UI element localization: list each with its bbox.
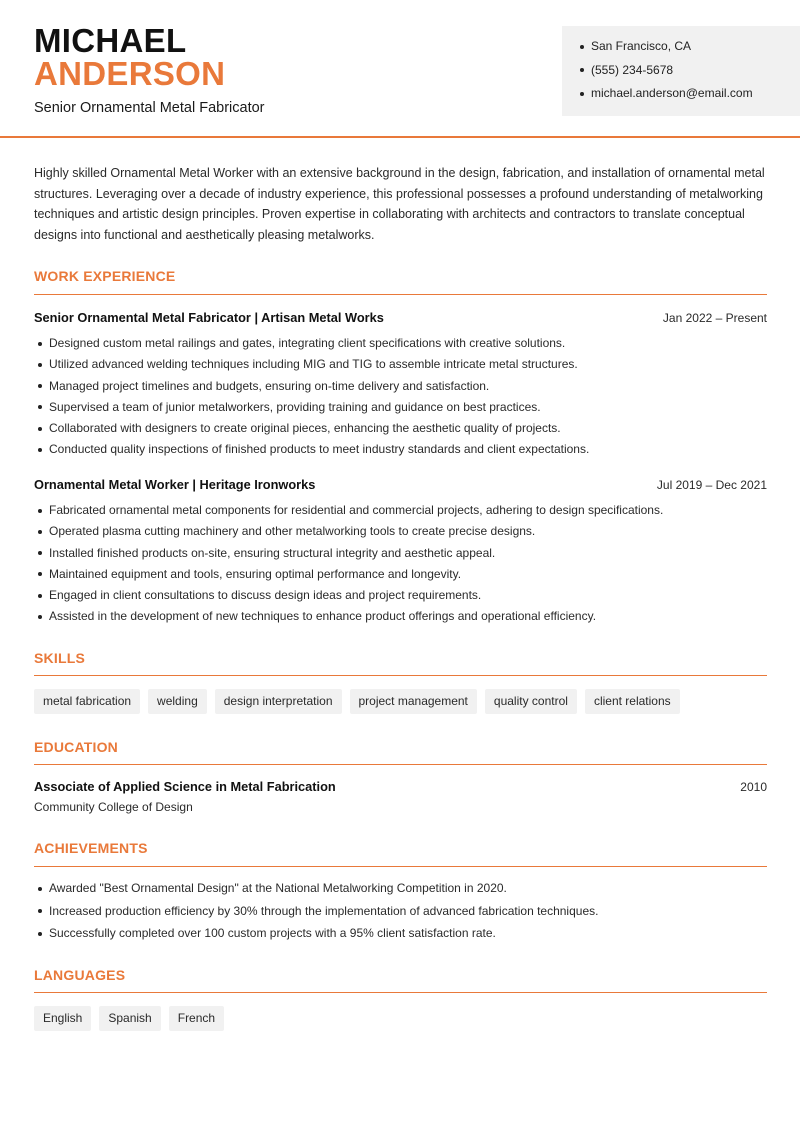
section-title-work: WORK EXPERIENCE — [34, 268, 176, 284]
skill-tag: project management — [350, 689, 477, 714]
bullet-text: Operated plasma cutting machinery and other metalworking tools to create precise designs. — [49, 524, 536, 539]
language-tag: English — [34, 1006, 91, 1031]
job-title-1: Senior Ornamental Metal Fabricator | Artisan Metal Works — [34, 310, 384, 325]
list-item — [38, 335, 768, 356]
contact-location — [580, 38, 800, 62]
contact-phone — [580, 62, 800, 86]
bullet-icon — [38, 932, 42, 936]
bullet-text: Increased production efficiency by 30% through the implementation of advanced fabrication techniques. — [49, 903, 599, 918]
section-title-skills: SKILLS — [34, 650, 85, 666]
bullet-icon — [38, 887, 42, 891]
bullet-text: Conducted quality inspections of finished products to meet industry standards and client expectations. — [49, 442, 590, 457]
bullet-icon — [38, 509, 42, 513]
degree-name: Associate of Applied Science in Metal Fabrication — [34, 779, 336, 794]
skills-list — [34, 689, 680, 714]
bullet-text: Awarded "Best Ornamental Design" at the National Metalworking Competition in 2020. — [49, 881, 507, 895]
list-item — [38, 880, 768, 903]
email-text: michael.anderson@email.com — [591, 86, 753, 100]
job-dates-1: Jan 2022 – Present — [662, 311, 767, 325]
graduation-year: 2010 — [740, 780, 767, 794]
list-item — [38, 566, 768, 587]
bullet-text: Utilized advanced welding techniques including MIG and TIG to assemble intricate metal structures. — [49, 357, 578, 372]
bullet-icon — [38, 384, 42, 388]
section-title-achievements: ACHIEVEMENTS — [34, 840, 148, 856]
bullet-text: Installed finished products on-site, ensuring structural integrity and aesthetic appeal. — [49, 545, 496, 560]
list-item — [38, 925, 768, 948]
list-item — [38, 502, 768, 523]
bullet-text: Successfully completed over 100 custom projects with a 95% client satisfaction rate. — [49, 926, 496, 940]
section-divider — [34, 992, 767, 993]
job-title-2: Ornamental Metal Worker | Heritage Ironworks — [34, 477, 316, 492]
job-entry-header — [34, 310, 767, 325]
list-item — [38, 903, 768, 926]
skill-tag: welding — [148, 689, 207, 714]
skill-tag: design interpretation — [215, 689, 342, 714]
location-text: San Francisco, CA — [591, 39, 692, 53]
bullet-text: Engaged in client consultations to discuss design ideas and project requirements. — [49, 588, 482, 603]
bullet-text: Collaborated with designers to create original pieces, enhancing the aesthetic quality of projects. — [49, 421, 561, 436]
list-item — [38, 441, 768, 462]
bullet-icon — [580, 68, 584, 72]
job-1-bullets — [38, 335, 768, 463]
contact-box — [562, 26, 800, 116]
list-item — [38, 420, 768, 441]
bullet-icon — [38, 572, 42, 576]
first-name: MICHAEL — [34, 22, 187, 59]
bullet-text: Fabricated ornamental metal components for residential and commercial projects, adhering to design specifications. — [49, 503, 664, 517]
bullet-text: Assisted in the development of new techniques to enhance product offerings and operational efficiency. — [49, 609, 597, 624]
skill-tag: client relations — [585, 689, 680, 714]
bullet-icon — [38, 615, 42, 619]
phone-text: (555) 234-5678 — [591, 62, 674, 77]
list-item — [38, 587, 768, 608]
language-tag: French — [169, 1006, 224, 1031]
list-item — [38, 545, 768, 566]
skill-tag: metal fabrication — [34, 689, 140, 714]
language-tag: Spanish — [99, 1006, 160, 1031]
list-item — [38, 399, 768, 420]
bullet-icon — [38, 427, 42, 431]
resume-header — [0, 0, 800, 138]
bullet-icon — [38, 551, 42, 555]
section-divider — [34, 866, 767, 867]
section-title-languages: LANGUAGES — [34, 967, 126, 983]
job-dates-2: Jul 2019 – Dec 2021 — [656, 478, 767, 492]
section-divider — [34, 294, 767, 295]
professional-summary: Highly skilled Ornamental Metal Worker with an extensive background in the design, fabrication, and installation of ornamental metal structures. Leveraging over a decade of industry experience, this professional possesses a profound understanding of metalworking techniques and artistic design principles. Proven expertise in collaborating with architects and contractors to translate conceptual designs into functional and aesthetically pleasing metalworks. — [34, 166, 765, 243]
bullet-text: Designed custom metal railings and gates, integrating client specifications with creative solutions. — [49, 336, 566, 350]
job-title: Senior Ornamental Metal Fabricator — [34, 100, 265, 116]
bullet-text: Supervised a team of junior metalworkers, providing training and guidance on best practices. — [49, 399, 541, 414]
job-entry-header — [34, 477, 767, 492]
bullet-text: Managed project timelines and budgets, ensuring on-time delivery and satisfaction. — [49, 378, 490, 393]
section-divider — [34, 675, 767, 676]
list-item — [38, 523, 768, 544]
school-name: Community College of Design — [34, 800, 193, 814]
bullet-icon — [38, 909, 42, 913]
job-2-bullets — [38, 502, 768, 630]
last-name: ANDERSON — [34, 55, 226, 92]
list-item — [38, 356, 768, 377]
bullet-icon — [38, 363, 42, 367]
languages-list — [34, 1006, 224, 1031]
bullet-icon — [580, 92, 584, 96]
contact-email — [580, 85, 800, 109]
bullet-icon — [38, 594, 42, 598]
education-entry-header — [34, 779, 767, 794]
skill-tag: quality control — [485, 689, 577, 714]
achievements-list — [38, 880, 768, 948]
bullet-icon — [38, 405, 42, 409]
bullet-icon — [38, 342, 42, 346]
section-title-education: EDUCATION — [34, 739, 118, 755]
bullet-icon — [38, 530, 42, 534]
bullet-icon — [38, 448, 42, 452]
bullet-icon — [580, 45, 584, 49]
bullet-text: Maintained equipment and tools, ensuring optimal performance and longevity. — [49, 566, 462, 581]
section-divider — [34, 764, 767, 765]
list-item — [38, 378, 768, 399]
list-item — [38, 608, 768, 629]
